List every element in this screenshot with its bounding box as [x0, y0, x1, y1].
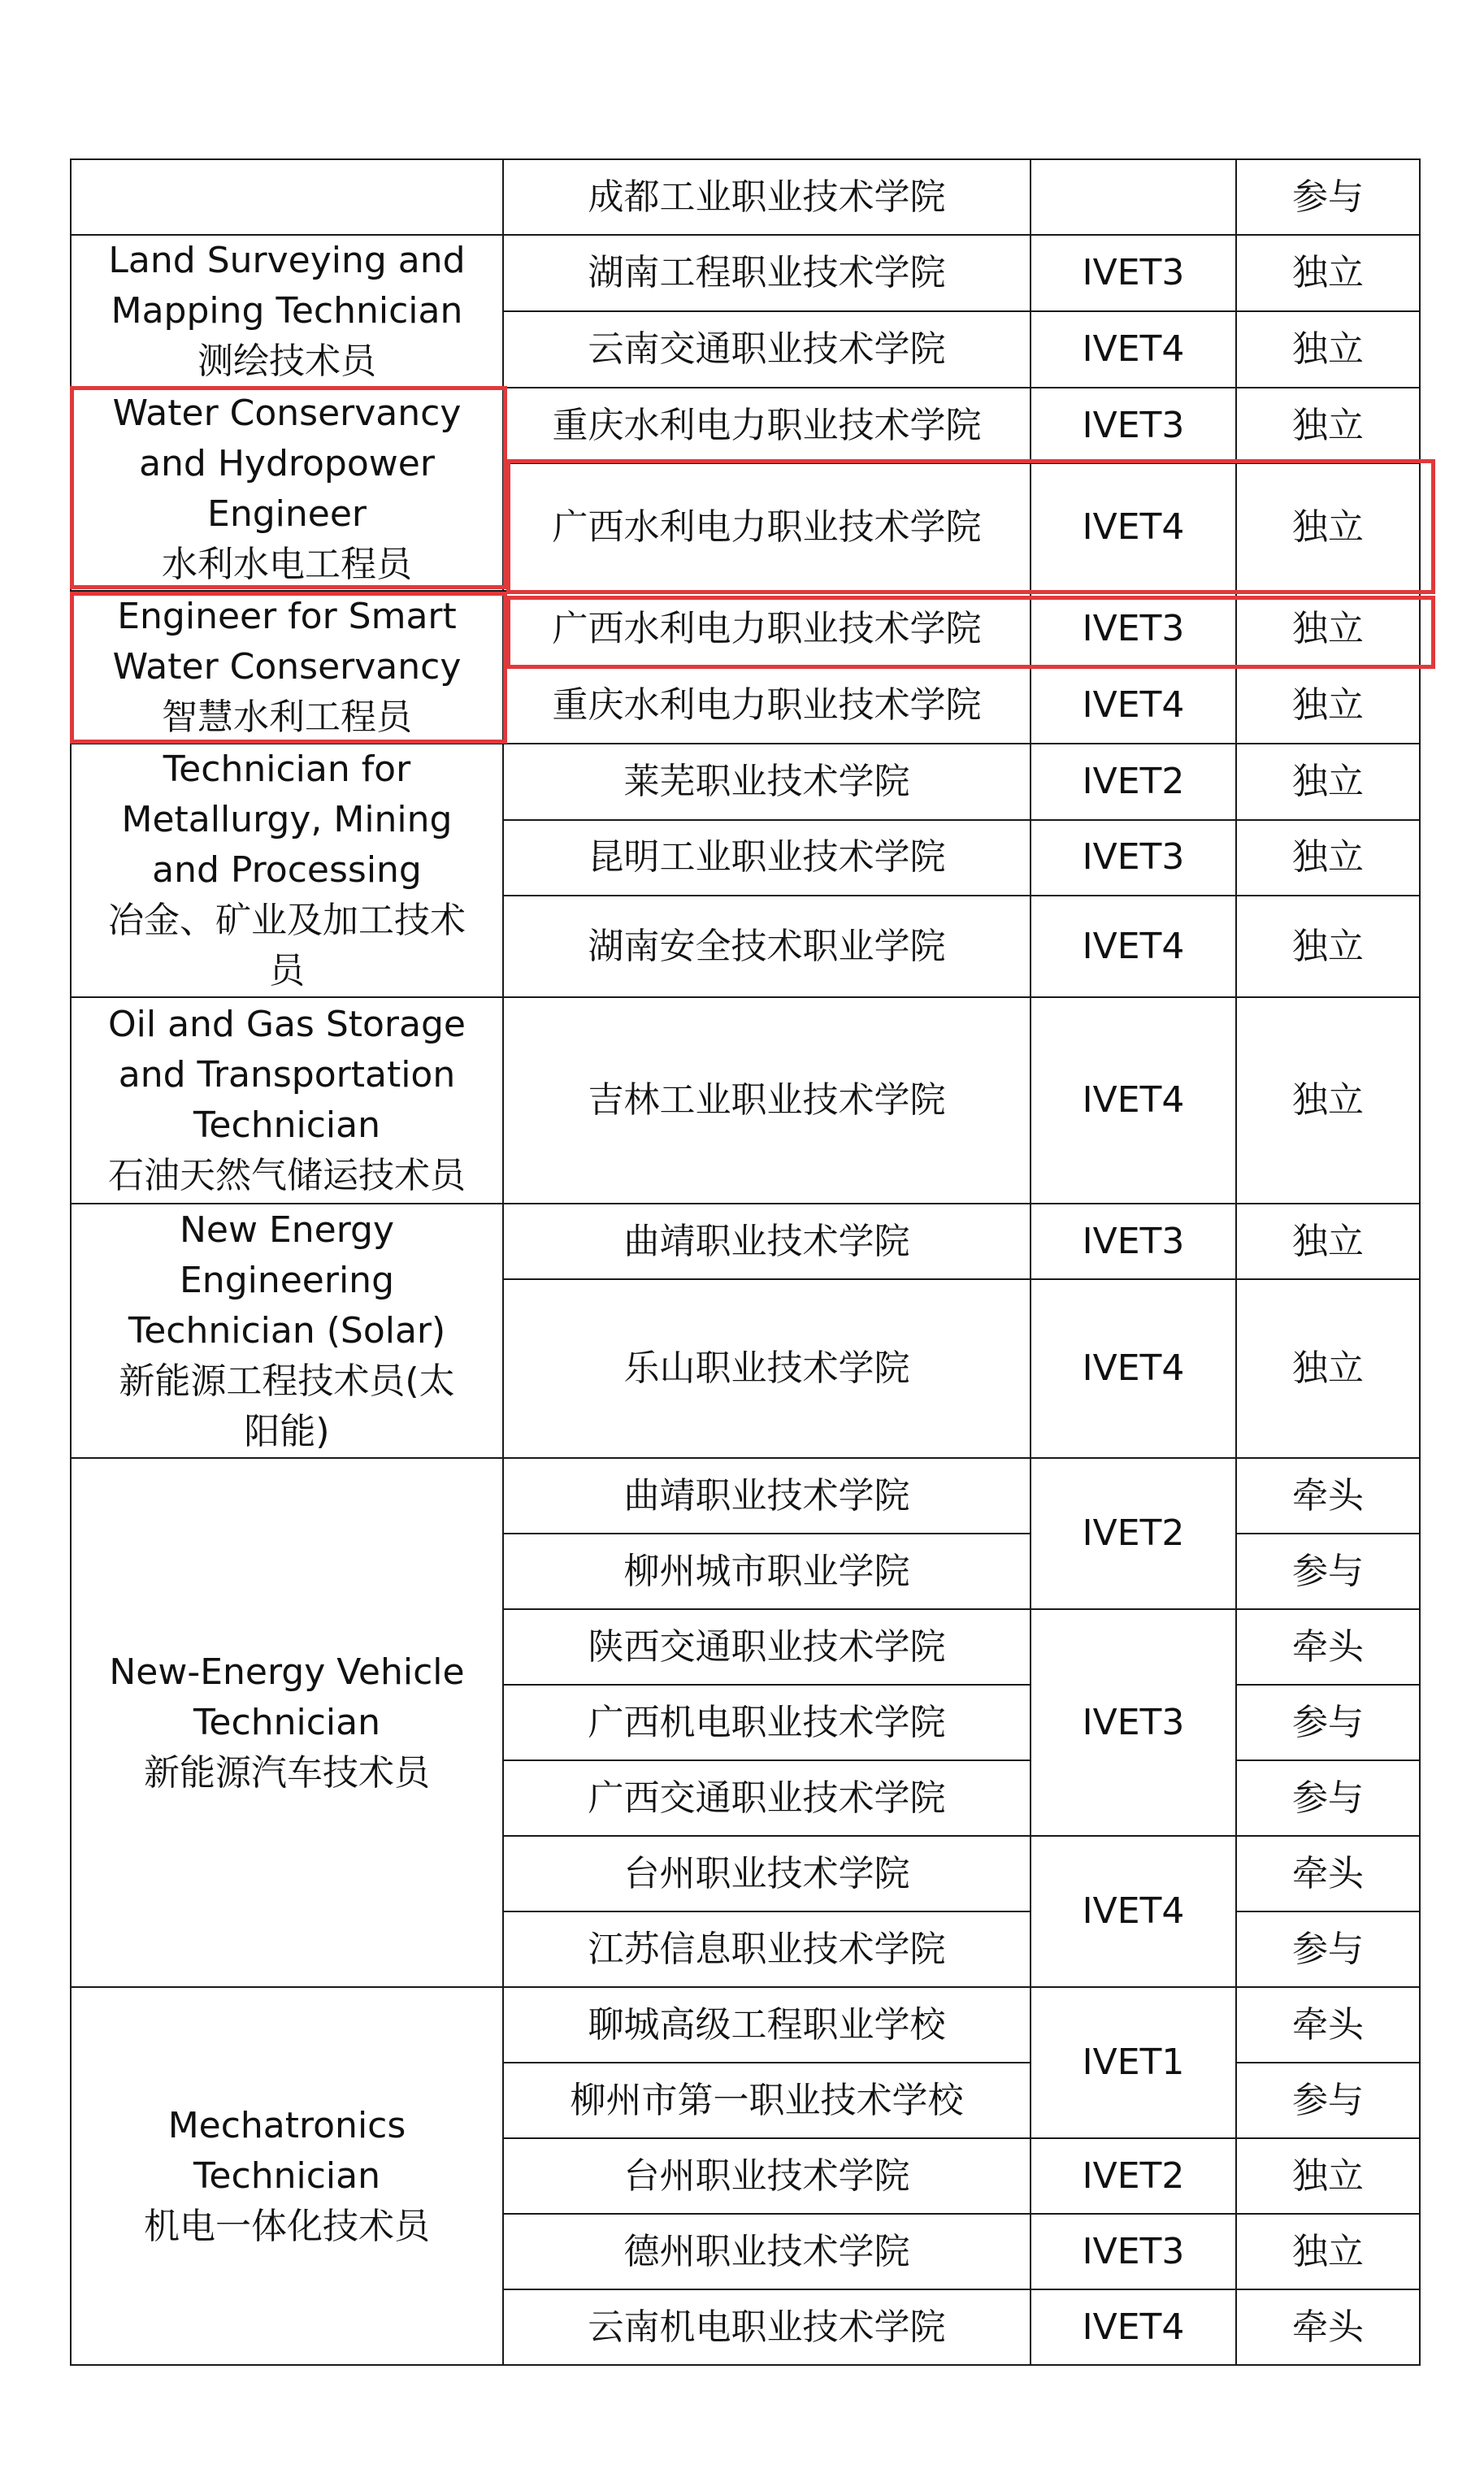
occupation-line: Mapping Technician	[111, 290, 463, 332]
role-cell: 牵头	[1236, 1458, 1420, 1534]
occupation-cell	[71, 1458, 503, 1987]
occupation-line: 石油天然气储运技术员	[108, 1155, 466, 1196]
role-cell: 独立	[1236, 896, 1420, 997]
table-row	[71, 388, 1420, 463]
school-cell: 云南机电职业技术学院	[503, 2289, 1031, 2365]
table-row	[71, 591, 1420, 667]
role-cell: 独立	[1236, 463, 1420, 591]
school-cell: 广西机电职业技术学院	[503, 1685, 1031, 1760]
role-cell: 参与	[1236, 1534, 1420, 1609]
occupation-cell	[71, 1987, 503, 2365]
role-cell: 参与	[1236, 159, 1420, 235]
role-cell: 牵头	[1236, 1987, 1420, 2063]
occupation-line: New-Energy Vehicle	[109, 1651, 465, 1693]
school-cell: 湖南安全技术职业学院	[503, 896, 1031, 997]
school-cell: 广西交通职业技术学院	[503, 1760, 1031, 1836]
level-cell: IVET3	[1031, 388, 1236, 463]
table-row	[71, 997, 1420, 1204]
school-cell: 聊城高级工程职业学校	[503, 1987, 1031, 2063]
program-table-body	[71, 159, 1420, 2365]
occupation-line: Oil and Gas Storage	[108, 1004, 466, 1045]
role-cell: 独立	[1236, 388, 1420, 463]
program-table	[70, 158, 1421, 2366]
school-cell: 曲靖职业技术学院	[503, 1458, 1031, 1534]
level-cell: IVET3	[1031, 1204, 1236, 1279]
school-cell: 陕西交通职业技术学院	[503, 1609, 1031, 1685]
occupation-line: Metallurgy, Mining	[121, 799, 453, 840]
occupation-line: 智慧水利工程员	[162, 696, 412, 738]
role-cell: 独立	[1236, 820, 1420, 896]
school-cell: 莱芜职业技术学院	[503, 744, 1031, 820]
occupation-cell	[71, 388, 503, 591]
table-row	[71, 1987, 1420, 2063]
role-cell: 独立	[1236, 1204, 1420, 1279]
role-cell: 独立	[1236, 997, 1420, 1204]
school-cell: 成都工业职业技术学院	[503, 159, 1031, 235]
level-cell: IVET4	[1031, 2289, 1236, 2365]
level-cell: IVET4	[1031, 463, 1236, 591]
occupation-line: Technician (Solar)	[128, 1309, 446, 1352]
role-cell: 牵头	[1236, 1836, 1420, 1911]
occupation-line: 阳能)	[244, 1410, 330, 1452]
level-cell: IVET2	[1031, 1458, 1236, 1609]
school-cell: 吉林工业职业技术学院	[503, 997, 1031, 1204]
table-row	[71, 1204, 1420, 1279]
level-cell: IVET2	[1031, 2138, 1236, 2214]
role-cell: 独立	[1236, 667, 1420, 744]
occupation-line: Engineer	[207, 493, 367, 535]
level-cell: IVET3	[1031, 591, 1236, 667]
level-cell: IVET4	[1031, 667, 1236, 744]
level-cell: IVET2	[1031, 744, 1236, 820]
occupation-line: Technician	[193, 1701, 380, 1743]
school-cell: 柳州城市职业学院	[503, 1534, 1031, 1609]
level-cell: IVET4	[1031, 896, 1236, 997]
role-cell: 参与	[1236, 1911, 1420, 1987]
role-cell: 参与	[1236, 1685, 1420, 1760]
role-cell: 独立	[1236, 2214, 1420, 2289]
occupation-line: 员	[269, 950, 305, 991]
level-cell: IVET4	[1031, 1279, 1236, 1458]
level-cell: IVET3	[1031, 235, 1236, 311]
occupation-cell	[71, 159, 503, 235]
level-cell: IVET4	[1031, 1836, 1236, 1987]
school-cell: 台州职业技术学院	[503, 1836, 1031, 1911]
occupation-line: Technician	[193, 1104, 380, 1146]
occupation-line: 机电一体化技术员	[144, 2205, 430, 2247]
role-cell: 参与	[1236, 1760, 1420, 1836]
school-cell: 重庆水利电力职业技术学院	[503, 667, 1031, 744]
occupation-line: 冶金、矿业及加工技术	[108, 900, 466, 941]
occupation-line: Mechatronics	[167, 2104, 406, 2146]
occupation-line: New Energy	[180, 1208, 394, 1251]
occupation-line: and Transportation	[118, 1054, 456, 1096]
occupation-line: and Hydropower	[139, 443, 435, 484]
occupation-cell	[71, 591, 503, 744]
school-cell: 江苏信息职业技术学院	[503, 1911, 1031, 1987]
school-cell: 云南交通职业技术学院	[503, 311, 1031, 388]
level-cell: IVET4	[1031, 311, 1236, 388]
role-cell: 独立	[1236, 1279, 1420, 1458]
school-cell: 广西水利电力职业技术学院	[503, 591, 1031, 667]
occupation-cell	[71, 744, 503, 997]
school-cell: 乐山职业技术学院	[503, 1279, 1031, 1458]
occupation-line: Land Surveying and	[108, 240, 466, 281]
occupation-line: 新能源工程技术员(太	[119, 1360, 455, 1402]
occupation-line: 测绘技术员	[197, 341, 376, 382]
level-cell: IVET3	[1031, 2214, 1236, 2289]
role-cell: 独立	[1236, 744, 1420, 820]
level-cell: IVET3	[1031, 1609, 1236, 1836]
occupation-line: Engineer for Smart	[117, 596, 457, 637]
level-cell: IVET1	[1031, 1987, 1236, 2138]
occupation-line: and Processing	[152, 849, 422, 891]
level-cell	[1031, 159, 1236, 235]
school-cell: 曲靖职业技术学院	[503, 1204, 1031, 1279]
school-cell: 广西水利电力职业技术学院	[503, 463, 1031, 591]
occupation-line: Water Conservancy	[112, 646, 462, 688]
school-cell: 柳州市第一职业技术学校	[503, 2063, 1031, 2138]
occupation-line: Technician	[193, 2154, 380, 2197]
table-row	[71, 159, 1420, 235]
role-cell: 牵头	[1236, 1609, 1420, 1685]
level-cell: IVET3	[1031, 820, 1236, 896]
table-row	[71, 744, 1420, 820]
occupation-cell	[71, 1204, 503, 1458]
school-cell: 昆明工业职业技术学院	[503, 820, 1031, 896]
role-cell: 参与	[1236, 2063, 1420, 2138]
occupation-line: 水利水电工程员	[162, 544, 412, 585]
school-cell: 德州职业技术学院	[503, 2214, 1031, 2289]
occupation-line: Technician for	[163, 749, 411, 790]
occupation-cell	[71, 235, 503, 388]
school-cell: 台州职业技术学院	[503, 2138, 1031, 2214]
occupation-line: Engineering	[180, 1259, 394, 1301]
table-row	[71, 1458, 1420, 1534]
occupation-line: 新能源汽车技术员	[144, 1751, 430, 1794]
role-cell: 独立	[1236, 235, 1420, 311]
role-cell: 独立	[1236, 591, 1420, 667]
occupation-line: Water Conservancy	[112, 393, 462, 434]
level-cell: IVET4	[1031, 997, 1236, 1204]
program-table-container	[70, 158, 1421, 2366]
role-cell: 独立	[1236, 311, 1420, 388]
role-cell: 牵头	[1236, 2289, 1420, 2365]
school-cell: 湖南工程职业技术学院	[503, 235, 1031, 311]
table-row	[71, 235, 1420, 311]
role-cell: 独立	[1236, 2138, 1420, 2214]
occupation-cell	[71, 997, 503, 1204]
school-cell: 重庆水利电力职业技术学院	[503, 388, 1031, 463]
